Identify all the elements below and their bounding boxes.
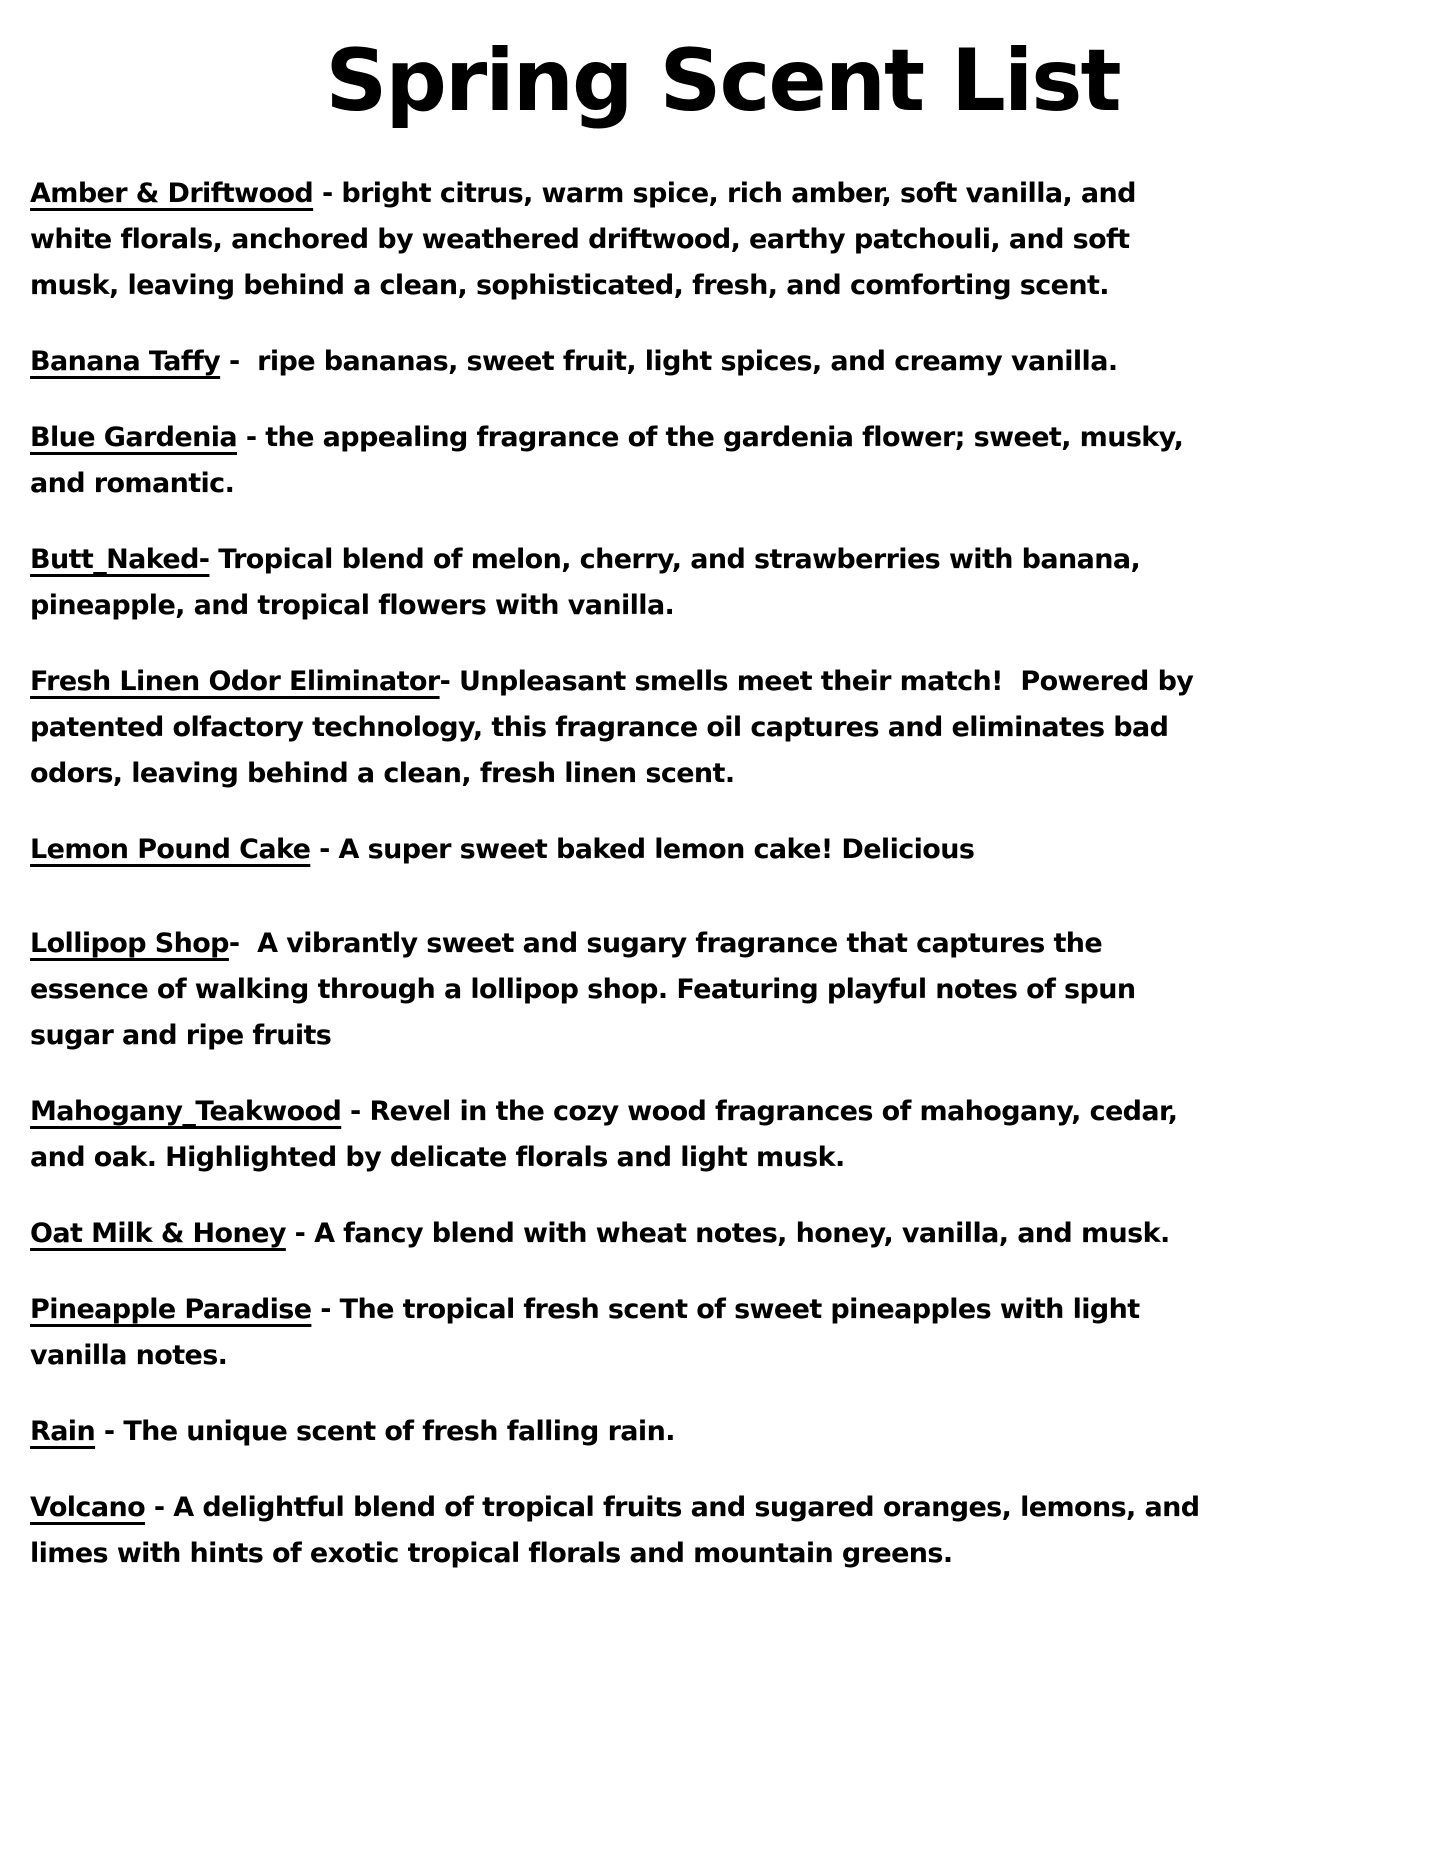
scent-description: A delightful blend of tropical fruits and sugared oranges, lemons, and limes with hints of exotic tropical florals and mountain greens. <box>30 1491 1209 1569</box>
scent-name: Lemon Pound Cake <box>30 833 311 865</box>
scent-entry <box>30 1089 1215 1181</box>
scent-description: Tropical blend of melon, cherry, and strawberries with banana, pineapple, and tropical flowers with vanilla. <box>30 543 1149 621</box>
scent-description: ripe bananas, sweet fruit, light spices, and creamy vanilla. <box>257 345 1118 377</box>
scent-description: Revel in the cozy wood fragrances of mahogany, cedar, and oak. Highlighted by delicate florals and light musk. <box>30 1095 1187 1173</box>
scent-description: the appealing fragrance of the gardenia flower; sweet, musky, and romantic. <box>30 421 1193 499</box>
scent-name: Banana Taffy <box>30 345 221 377</box>
scent-name: Pineapple Paradise <box>30 1293 312 1325</box>
scent-separator: - <box>341 1095 370 1127</box>
scent-name: Mahogany_Teakwood <box>30 1095 342 1127</box>
scent-description: A fancy blend with wheat notes, honey, vanilla, and musk. <box>314 1217 1170 1249</box>
scent-entry <box>30 415 1215 507</box>
scent-description: The tropical fresh scent of sweet pineapples with light vanilla notes. <box>30 1293 1149 1371</box>
scent-entry <box>30 1287 1215 1379</box>
scent-separator: - <box>285 1217 315 1249</box>
scent-separator: - <box>310 833 339 865</box>
scent-entry <box>30 659 1215 797</box>
scent-name: Blue Gardenia <box>30 421 238 453</box>
scent-separator: - <box>95 1415 124 1447</box>
scent-entry <box>30 827 1215 873</box>
scent-description: Unpleasant smells meet their match! Powered by patented olfactory technology, this fragrance oil captures and eliminates bad odors, leaving behind a clean, fresh linen scent. <box>30 665 1203 789</box>
scent-separator: - <box>228 927 258 959</box>
scent-description: A vibrantly sweet and sugary fragrance that captures the essence of walking through a lollipop shop. Featuring playful notes of spun sugar and ripe fruits <box>30 927 1145 1051</box>
scent-name: Oat Milk & Honey <box>30 1217 286 1249</box>
scent-name: Amber & Driftwood <box>30 177 314 209</box>
scent-entry <box>30 339 1215 385</box>
page-title: Spring Scent List <box>325 31 1120 131</box>
scent-description: The unique scent of fresh falling rain. <box>123 1415 675 1447</box>
scent-separator: - <box>237 421 266 453</box>
scent-separator: - <box>311 1293 340 1325</box>
scent-description: A super sweet baked lemon cake! Delicious <box>338 833 975 865</box>
scent-name: Rain <box>30 1415 96 1447</box>
scent-list <box>30 171 1215 1577</box>
scent-entry <box>30 921 1215 1059</box>
scent-name: Fresh Linen Odor Eliminator <box>30 665 440 697</box>
scent-entry <box>30 1485 1215 1577</box>
scent-name: Volcano <box>30 1491 146 1523</box>
scent-separator: - <box>313 177 342 209</box>
scent-entry <box>30 1211 1215 1257</box>
scent-separator: - <box>439 665 459 697</box>
scent-name: Butt_Naked- <box>30 543 210 575</box>
scent-separator: - <box>145 1491 174 1523</box>
scent-entry <box>30 537 1215 629</box>
scent-name: Lollipop Shop <box>30 927 229 959</box>
scent-separator: - <box>220 345 258 377</box>
scent-description: bright citrus, warm spice, rich amber, soft vanilla, and white florals, anchored by weathered driftwood, earthy patchouli, and soft musk, leaving behind a clean, sophisticated, fresh, and comforting scent. <box>30 177 1145 301</box>
scent-separator <box>209 544 218 575</box>
scent-entry <box>30 171 1215 309</box>
scent-entry <box>30 1409 1215 1455</box>
